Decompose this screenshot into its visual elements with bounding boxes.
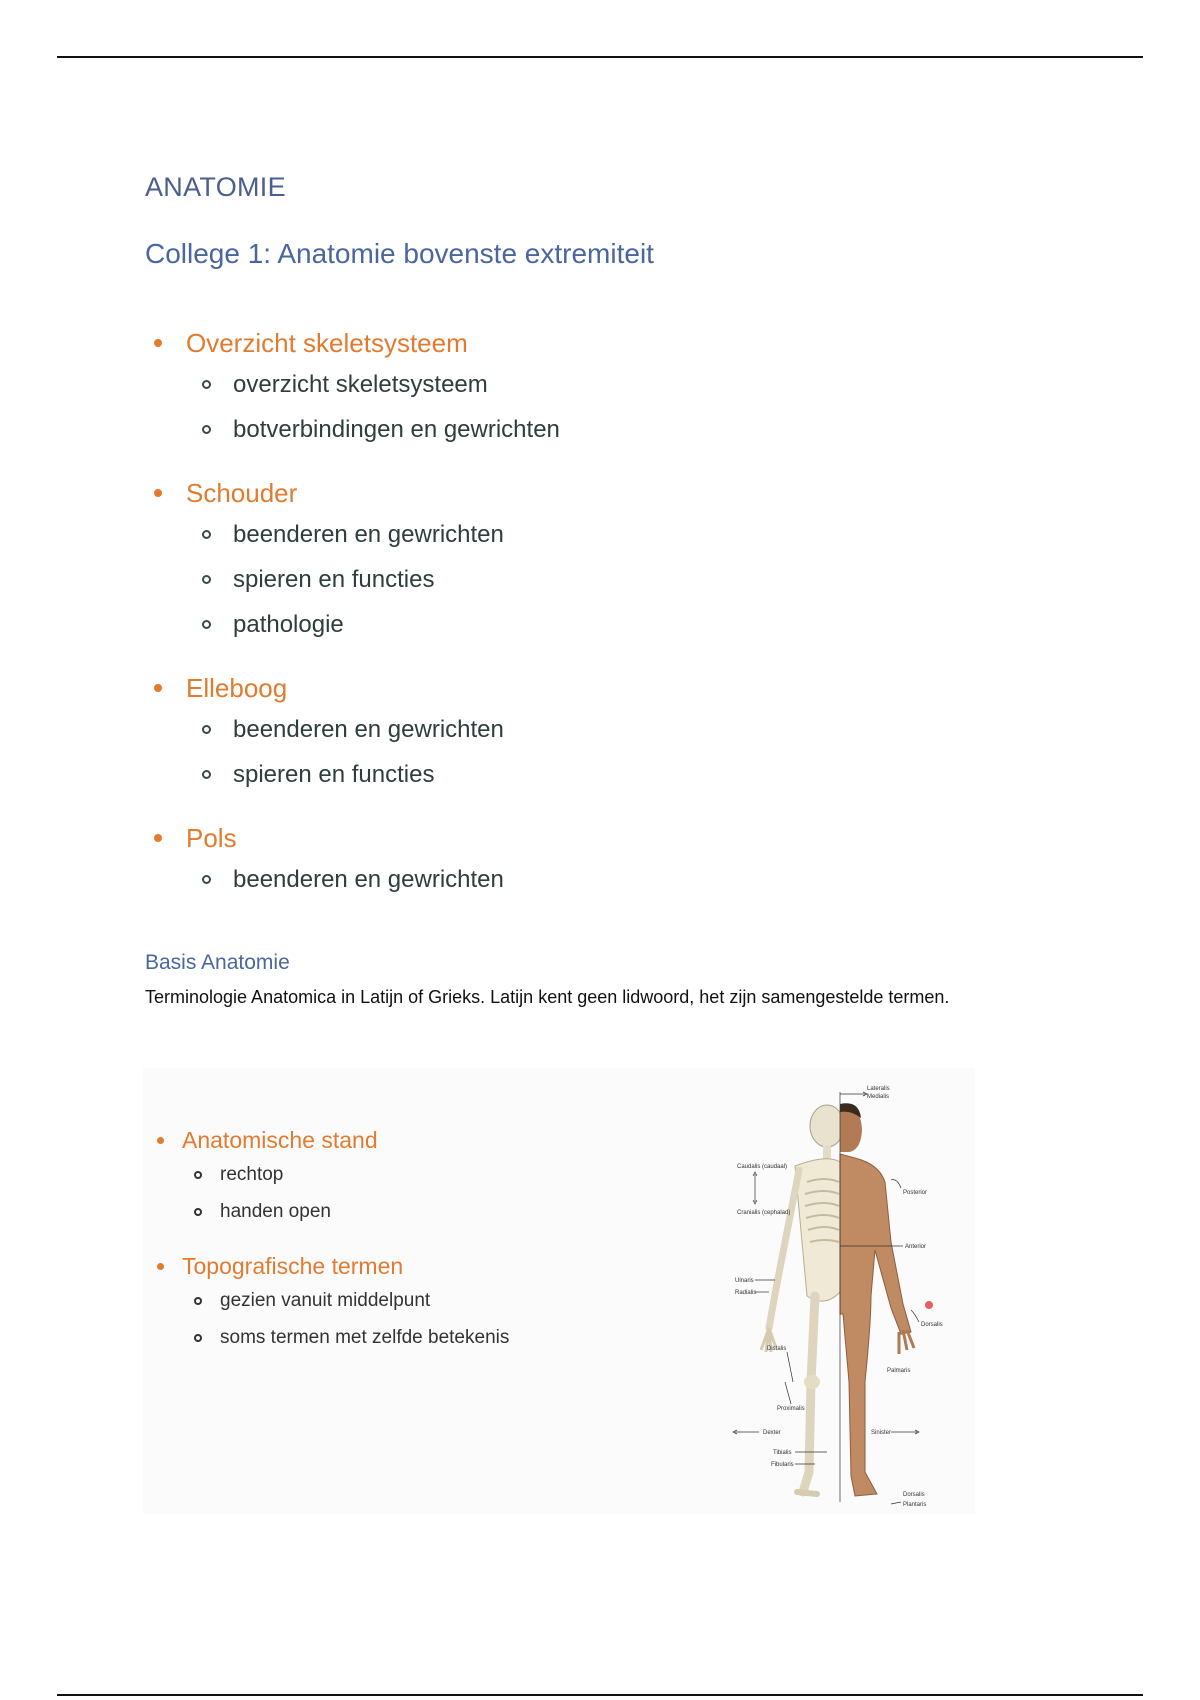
list-item-label: soms termen met zelfde betekenis	[220, 1326, 510, 1348]
section-heading: Basis Anatomie	[145, 951, 290, 974]
list-item	[145, 752, 1045, 797]
bullet-icon	[157, 1137, 164, 1144]
list-item-label: rechtop	[220, 1163, 284, 1185]
label-lateralis: Lateralis	[867, 1086, 890, 1092]
topic-overzicht	[145, 324, 1045, 452]
list-item	[145, 857, 1045, 902]
list-item-label: beenderen en gewrichten	[233, 865, 504, 893]
bullet-icon	[157, 1263, 164, 1270]
slide-topic-label: Topografische termen	[182, 1252, 404, 1279]
label-palmaris: Palmaris	[887, 1368, 911, 1374]
anatomical-position-figure	[715, 1082, 965, 1510]
list-item	[145, 512, 1045, 557]
footer-rule	[57, 1694, 1143, 1696]
list-item-label: botverbindingen en gewrichten	[233, 415, 560, 443]
label-dorsalis: Dorsalis	[921, 1322, 943, 1328]
label-distalis: Distalis	[767, 1346, 787, 1352]
header-rule	[57, 56, 1143, 58]
label-fibularis: Fibularis	[771, 1462, 794, 1468]
list-item	[157, 1156, 509, 1193]
label-tibialis: Tibialis	[773, 1450, 792, 1456]
list-item-label: beenderen en gewrichten	[233, 715, 504, 743]
bullet-icon	[154, 339, 162, 347]
list-item-label: spieren en functies	[233, 565, 435, 593]
label-cranialis: Cranialis (cephalad)	[737, 1210, 791, 1216]
cursor-dot-icon	[925, 1301, 933, 1309]
list-item	[157, 1193, 509, 1230]
label-caudalis: Caudalis (caudaal)	[737, 1164, 788, 1170]
list-item	[145, 602, 1045, 647]
bullet-icon	[154, 489, 162, 497]
circle-bullet-icon	[202, 575, 211, 584]
circle-bullet-icon	[202, 875, 211, 884]
slide-topic-list	[157, 1124, 509, 1376]
list-item-label: pathologie	[233, 610, 344, 638]
label-posterior: Posterior	[903, 1190, 928, 1196]
topic-list	[145, 324, 1045, 924]
circle-bullet-icon	[194, 1208, 202, 1216]
body-paragraph: Terminologie Anatomica in Latijn of Grieks. Latijn kent geen lidwoord, het zijn samengestelde termen.	[145, 987, 950, 1007]
label-anterior: Anterior	[905, 1244, 927, 1250]
topic-label: Schouder	[186, 477, 298, 508]
topic-label: Pols	[186, 822, 237, 853]
label-dorsalis-pedis: Dorsalis	[903, 1492, 925, 1498]
list-item-label: gezien vanuit middelpunt	[220, 1289, 431, 1311]
topic-label: Elleboog	[186, 672, 288, 703]
circle-bullet-icon	[202, 620, 211, 629]
circle-bullet-icon	[194, 1171, 202, 1179]
list-item	[145, 707, 1045, 752]
list-item	[145, 557, 1045, 602]
bullet-icon	[154, 834, 162, 842]
label-dexter: Dexter	[763, 1430, 781, 1436]
circle-bullet-icon	[194, 1297, 202, 1305]
list-item	[145, 407, 1045, 452]
topic-pols	[145, 819, 1045, 902]
circle-bullet-icon	[202, 725, 211, 734]
list-item	[157, 1319, 509, 1356]
topic-elleboog	[145, 669, 1045, 797]
list-item-label: handen open	[220, 1200, 331, 1222]
list-item	[157, 1282, 509, 1319]
document-subtitle: College 1: Anatomie bovenste extremiteit	[145, 238, 654, 269]
topic-label: Overzicht skeletsysteem	[186, 327, 468, 358]
body-half	[840, 1103, 914, 1496]
bullet-icon	[154, 684, 162, 692]
circle-bullet-icon	[202, 380, 211, 389]
label-proximalis: Proximalis	[777, 1406, 805, 1412]
slide-topic-label: Anatomische stand	[182, 1126, 378, 1153]
circle-bullet-icon	[194, 1334, 202, 1342]
slide-topic-topografische-termen	[157, 1250, 509, 1356]
document-title: ANATOMIE	[145, 172, 286, 202]
label-ulnaris: Ulnaris	[735, 1278, 754, 1284]
circle-bullet-icon	[202, 530, 211, 539]
slide-topic-anatomische-stand	[157, 1124, 509, 1230]
circle-bullet-icon	[202, 425, 211, 434]
topic-schouder	[145, 474, 1045, 647]
list-item-label: beenderen en gewrichten	[233, 520, 504, 548]
label-radialis: Radialis	[735, 1290, 757, 1296]
label-plantaris: Plantaris	[903, 1502, 927, 1508]
list-item-label: overzicht skeletsysteem	[233, 370, 488, 398]
circle-bullet-icon	[202, 770, 211, 779]
label-sinister: Sinister	[871, 1430, 892, 1436]
embedded-slide-image	[143, 1068, 975, 1514]
label-medialis: Medialis	[867, 1094, 890, 1100]
list-item	[145, 362, 1045, 407]
list-item-label: spieren en functies	[233, 760, 435, 788]
